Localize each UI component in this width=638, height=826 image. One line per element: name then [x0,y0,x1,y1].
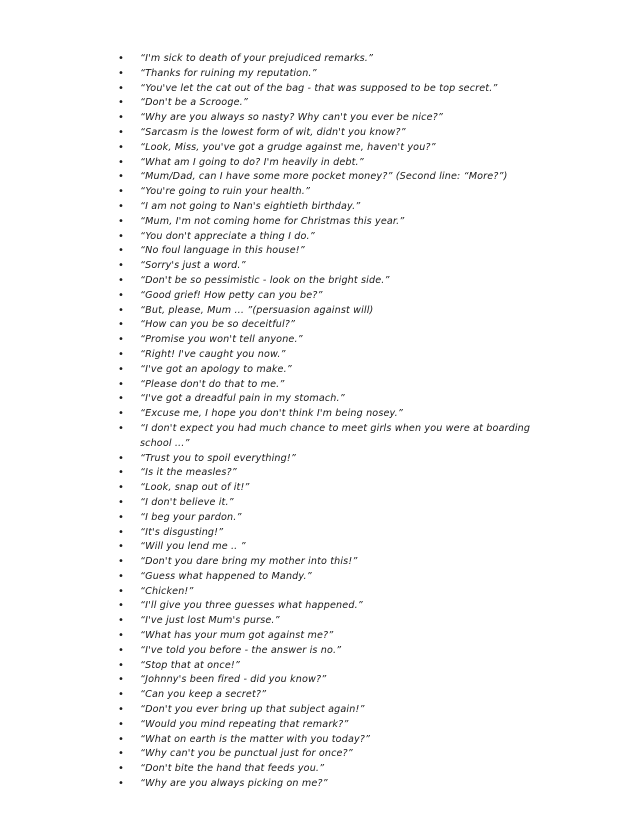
bullet-icon: • [118,674,125,686]
list-item [118,215,558,230]
list-item [118,466,558,481]
bullet-icon: • [118,67,125,79]
list-item [118,481,558,496]
quote-text: “Don't be a Scrooge.” [140,97,248,109]
quote-text: “You're going to ruin your health.” [140,186,311,198]
quote-text: “Can you keep a secret?” [140,689,267,701]
quote-text: “Thanks for ruining my reputation.” [140,67,317,79]
quote-text: “I don't believe it.” [140,496,234,508]
quote-text: “Trust you to spoil everything!” [140,452,297,464]
list-item [118,644,558,659]
quote-text: “I'm sick to death of your prejudiced remarks.” [140,53,374,64]
list-item [118,555,558,570]
list-item [118,629,558,644]
list-item [118,599,558,614]
quote-text: “What has your mum got against me?” [140,630,334,642]
quote-text: “I don't expect you had much chance to meet girls when you were at boarding school ...” [140,422,531,449]
list-item [118,496,558,511]
bullet-icon: • [118,482,125,494]
bullet-icon: • [118,230,125,242]
list-item [118,348,558,363]
bullet-icon: • [118,718,125,730]
bullet-icon: • [118,511,125,523]
bullet-icon: • [118,733,125,745]
bullet-icon: • [118,704,125,716]
list-item [118,673,558,688]
bullet-icon: • [118,141,125,153]
bullet-icon: • [118,53,125,64]
list-item [118,363,558,378]
bullet-icon: • [118,334,125,346]
quote-text: “Will you lend me .. ” [140,541,246,553]
quote-text: “Excuse me, I hope you don't think I'm being nosey.” [140,408,403,420]
quote-text: “I am not going to Nan's eightieth birthday.” [140,200,361,212]
list-item [118,733,558,748]
bullet-icon: • [118,644,125,656]
list-item [118,304,558,319]
bullet-icon: • [118,200,125,212]
bullet-icon: • [118,156,125,168]
list-item [118,67,558,82]
list-item [118,200,558,215]
bullet-icon: • [118,304,125,316]
quote-text: “I've got an apology to make.” [140,363,292,375]
list-item [118,762,558,777]
quote-text: “Mum, I'm not coming home for Christmas this year.” [140,215,405,227]
quote-text: “Guess what happened to Mandy.” [140,570,312,582]
list-item [118,318,558,333]
list-item [118,614,558,629]
bullet-icon: • [118,348,125,360]
list-item [118,333,558,348]
quote-text: “It's disgusting!” [140,526,224,538]
quote-text: “Promise you won't tell anyone.” [140,334,303,346]
list-item [118,570,558,585]
bullet-icon: • [118,467,125,479]
bullet-icon: • [118,378,125,390]
bullet-icon: • [118,556,125,568]
quote-text: “No foul language in this house!” [140,245,305,257]
quote-text: “I beg your pardon.” [140,511,242,523]
list-item [118,511,558,526]
bullet-icon: • [118,408,125,420]
list-item [118,392,558,407]
quote-text: “I've told you before - the answer is no.” [140,644,342,656]
bullet-icon: • [118,763,125,775]
bullet-icon: • [118,422,125,434]
quote-text: “But, please, Mum ... ”(persuasion against will) [140,304,374,316]
list-item [118,82,558,97]
quote-text: “Good grief! How petty can you be?” [140,289,323,301]
list-item [118,407,558,422]
quote-text: “Don't bite the hand that feeds you.” [140,763,325,775]
bullet-icon: • [118,97,125,109]
list-item [118,111,558,126]
bullet-icon: • [118,393,125,405]
quote-text: “Please don't do that to me.” [140,378,285,390]
bullet-icon: • [118,112,125,124]
bullet-icon: • [118,496,125,508]
quote-text: “Is it the measles?” [140,467,237,479]
quote-text: “Stop that at once!” [140,659,240,671]
list-item [118,289,558,304]
quote-text: “I've got a dreadful pain in my stomach.” [140,393,345,405]
list-item [118,96,558,111]
quote-text: “Look, snap out of it!” [140,482,250,494]
list-item [118,141,558,156]
list-item [118,452,558,467]
bullet-icon: • [118,570,125,582]
bullet-icon: • [118,82,125,94]
list-item [118,244,558,259]
bullet-icon: • [118,245,125,257]
quote-text: “Why are you always picking on me?” [140,778,328,790]
list-item [118,52,558,67]
list-item [118,378,558,393]
list-item [118,747,558,762]
bullet-icon: • [118,689,125,701]
list-item [118,156,558,171]
bullet-icon: • [118,319,125,331]
bullet-icon: • [118,615,125,627]
bullet-icon: • [118,126,125,138]
bullet-icon: • [118,452,125,464]
quote-text: “What on earth is the matter with you today?” [140,733,371,745]
list-item [118,777,558,792]
bullet-icon: • [118,260,125,272]
bullet-icon: • [118,630,125,642]
bullet-icon: • [118,585,125,597]
quote-text: “Would you mind repeating that remark?” [140,718,349,730]
bullet-icon: • [118,363,125,375]
bullet-icon: • [118,778,125,790]
bullet-icon: • [118,659,125,671]
quote-text: “You've let the cat out of the bag - that was supposed to be top secret.” [140,82,498,94]
list-item [118,688,558,703]
list-item [118,185,558,200]
quote-text: “You don't appreciate a thing I do.” [140,230,315,242]
list-item [118,718,558,733]
quote-text: “Johnny's been fired - did you know?” [140,674,327,686]
list-item [118,540,558,555]
bullet-icon: • [118,748,125,760]
quote-text: “Don't you ever bring up that subject again!” [140,704,365,716]
list-item [118,585,558,600]
bullet-icon: • [118,600,125,612]
bullet-icon: • [118,541,125,553]
list-item [118,126,558,141]
list-item [118,274,558,289]
quote-text: “Don't you dare bring my mother into this!” [140,556,358,568]
quote-text: “Don't be so pessimistic - look on the bright side.” [140,274,390,286]
bullet-icon: • [118,526,125,538]
quote-text: “Mum/Dad, can I have some more pocket money?” (Second line: “More?”) [140,171,508,183]
quote-text: “Chicken!” [140,585,194,597]
list-item [118,422,558,452]
list-item [118,170,558,185]
quote-text: “What am I going to do? I'm heavily in debt.” [140,156,364,168]
quote-bullet-list [118,52,558,792]
quote-text: “Look, Miss, you've got a grudge against me, haven't you?” [140,141,436,153]
bullet-icon: • [118,186,125,198]
quote-text: “Right! I've caught you now.” [140,348,286,360]
list-item [118,703,558,718]
bullet-icon: • [118,171,125,183]
list-item [118,659,558,674]
list-item [118,259,558,274]
list-item [118,230,558,245]
bullet-icon: • [118,215,125,227]
quote-text: “Why can't you be punctual just for once?” [140,748,353,760]
quote-text: “Sarcasm is the lowest form of wit, didn't you know?” [140,126,406,138]
quote-text: “I'll give you three guesses what happened.” [140,600,363,612]
bullet-icon: • [118,274,125,286]
quote-text: “How can you be so deceitful?” [140,319,296,331]
quote-text: “I've just lost Mum's purse.” [140,615,280,627]
list-item [118,526,558,541]
bullet-icon: • [118,289,125,301]
quote-text: “Sorry's just a word.” [140,260,246,272]
quote-text: “Why are you always so nasty? Why can't you ever be nice?” [140,112,444,124]
